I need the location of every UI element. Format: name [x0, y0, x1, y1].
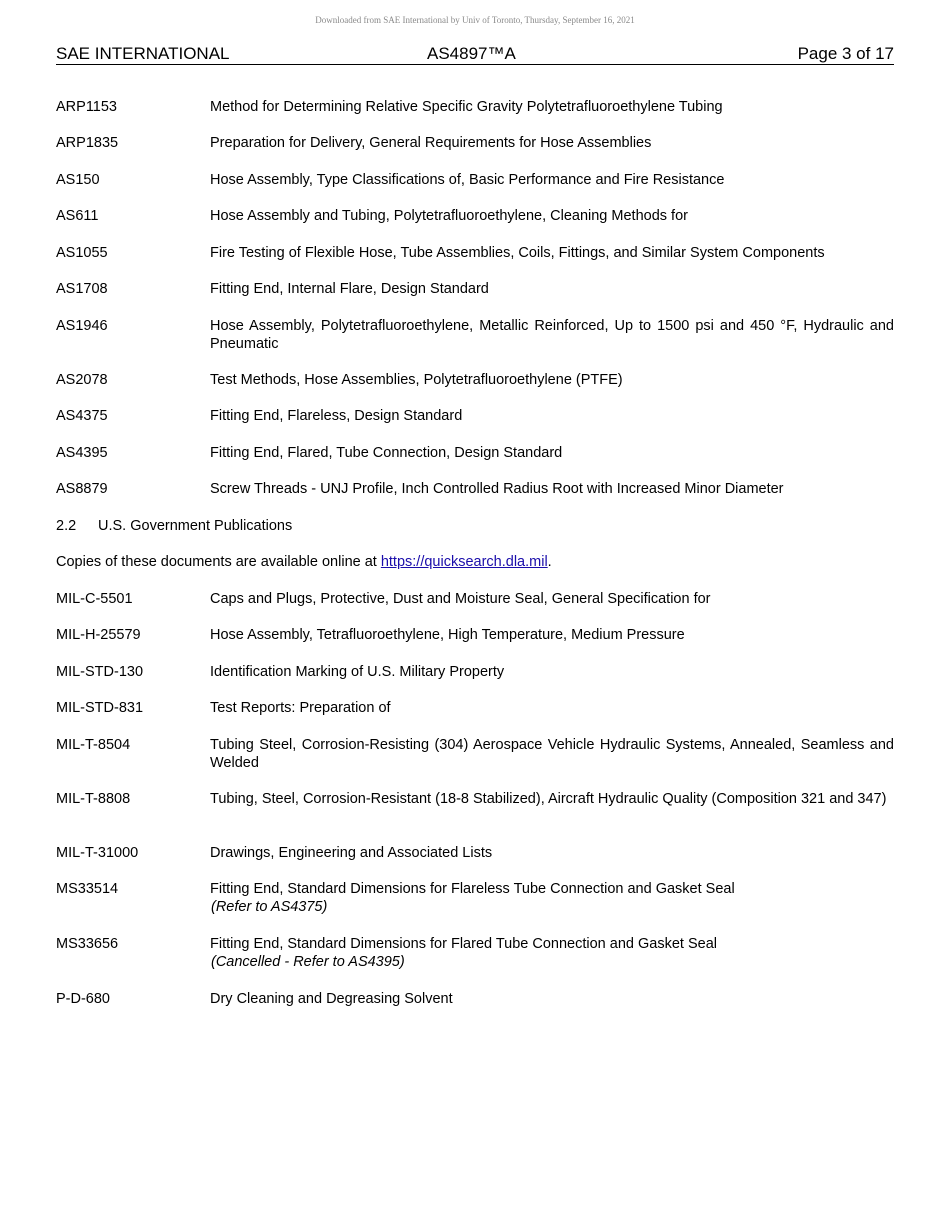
reference-title: Fitting End, Flared, Tube Connection, Design Standard — [210, 445, 563, 461]
reference-entry — [56, 134, 894, 152]
reference-title: Caps and Plugs, Protective, Dust and Moisture Seal, General Specification for — [210, 591, 711, 607]
reference-code: MIL-H-25579 — [56, 627, 141, 643]
reference-entry — [56, 663, 894, 681]
reference-code: MIL-STD-130 — [56, 664, 144, 680]
reference-title: Method for Determining Relative Specific Gravity Polytetrafluoroethylene Tubing — [210, 99, 723, 115]
availability-text: Copies of these documents are available online at — [56, 554, 381, 570]
reference-code: MIL-T-8808 — [56, 791, 131, 807]
reference-entry — [56, 626, 894, 644]
availability-paragraph — [56, 553, 552, 571]
reference-title: Tubing, Steel, Corrosion-Resistant (18-8 Stabilized), Aircraft Hydraulic Quality (Composition 321 and 347) — [210, 791, 887, 807]
reference-title: Hose Assembly, Polytetrafluoroethylene, Metallic Reinforced, Up to 1500 psi and 450 °F, Hydraulic and Pneumatic — [210, 318, 894, 352]
reference-title: Test Methods, Hose Assemblies, Polytetrafluoroethylene (PTFE) — [210, 372, 623, 388]
reference-entry — [56, 244, 894, 262]
reference-title: Screw Threads - UNJ Profile, Inch Controlled Radius Root with Increased Minor Diameter — [210, 481, 784, 497]
reference-entry — [56, 171, 894, 189]
reference-code: ARP1835 — [56, 135, 119, 151]
reference-entry — [56, 280, 894, 298]
reference-entry — [56, 880, 894, 916]
reference-code: ARP1153 — [56, 99, 117, 115]
section-title: U.S. Government Publications — [98, 518, 293, 534]
availability-end: . — [547, 554, 552, 570]
header-document-id: AS4897™A — [427, 44, 516, 63]
reference-entry — [56, 736, 894, 772]
reference-title-text: Fitting End, Standard Dimensions for Flared Tube Connection and Gasket Seal — [210, 936, 717, 952]
reference-title: Dry Cleaning and Degreasing Solvent — [210, 991, 453, 1007]
reference-code: MIL-C-5501 — [56, 591, 133, 607]
download-watermark: Downloaded from SAE International by Univ of Toronto, Thursday, September 16, 2021 — [315, 15, 635, 25]
reference-entry — [56, 990, 894, 1008]
reference-entry — [56, 935, 894, 971]
reference-entry — [56, 480, 894, 498]
reference-code: AS2078 — [56, 372, 108, 388]
reference-code: AS611 — [56, 208, 99, 224]
reference-entry — [56, 207, 894, 225]
reference-entry — [56, 699, 894, 717]
reference-entry — [56, 790, 894, 808]
reference-title: Preparation for Delivery, General Requirements for Hose Assemblies — [210, 135, 652, 151]
reference-title: Tubing Steel, Corrosion-Resisting (304) Aerospace Vehicle Hydraulic Systems, Annealed, Seamless and Welded — [210, 737, 894, 771]
reference-code: MS33514 — [56, 881, 119, 897]
reference-entry — [56, 317, 894, 353]
reference-code: AS1946 — [56, 318, 108, 334]
reference-entry — [56, 371, 894, 389]
reference-title: Identification Marking of U.S. Military Property — [210, 664, 505, 680]
section-heading — [56, 517, 292, 535]
reference-title — [210, 935, 894, 971]
header-page-number: Page 3 of 17 — [797, 44, 894, 63]
section-number: 2.2 — [56, 518, 77, 534]
reference-code: P-D-680 — [56, 991, 110, 1007]
page-header — [56, 43, 894, 65]
reference-code: MIL-T-8504 — [56, 737, 131, 753]
reference-entry — [56, 407, 894, 425]
reference-entry — [56, 444, 894, 462]
reference-entry — [56, 590, 894, 608]
reference-title: Fire Testing of Flexible Hose, Tube Assemblies, Coils, Fittings, and Similar System Components — [210, 245, 825, 261]
reference-title: Drawings, Engineering and Associated Lists — [210, 845, 493, 861]
reference-title: Fitting End, Flareless, Design Standard — [210, 408, 463, 424]
reference-code: AS4395 — [56, 445, 108, 461]
reference-title: Fitting End, Internal Flare, Design Standard — [210, 281, 489, 297]
reference-note: (Cancelled - Refer to AS4395) — [211, 954, 405, 970]
reference-title: Hose Assembly, Tetrafluoroethylene, High Temperature, Medium Pressure — [210, 627, 685, 643]
reference-title: Hose Assembly, Type Classifications of, Basic Performance and Fire Resistance — [210, 172, 725, 188]
reference-entry — [56, 98, 894, 116]
reference-code: AS1708 — [56, 281, 108, 297]
reference-title — [210, 880, 894, 916]
reference-title: Test Reports: Preparation of — [210, 700, 391, 716]
reference-title-text: Fitting End, Standard Dimensions for Flareless Tube Connection and Gasket Seal — [210, 881, 735, 897]
reference-entry — [56, 844, 894, 862]
reference-code: AS1055 — [56, 245, 108, 261]
reference-title: Hose Assembly and Tubing, Polytetrafluoroethylene, Cleaning Methods for — [210, 208, 688, 224]
quicksearch-link[interactable]: https://quicksearch.dla.mil — [380, 554, 548, 570]
reference-code: AS8879 — [56, 481, 108, 497]
reference-code: MS33656 — [56, 936, 119, 952]
reference-note: (Refer to AS4375) — [211, 899, 328, 915]
reference-code: AS4375 — [56, 408, 108, 424]
header-organization: SAE INTERNATIONAL — [56, 44, 230, 63]
reference-code: MIL-STD-831 — [56, 700, 144, 716]
reference-code: AS150 — [56, 172, 100, 188]
reference-code: MIL-T-31000 — [56, 845, 139, 861]
